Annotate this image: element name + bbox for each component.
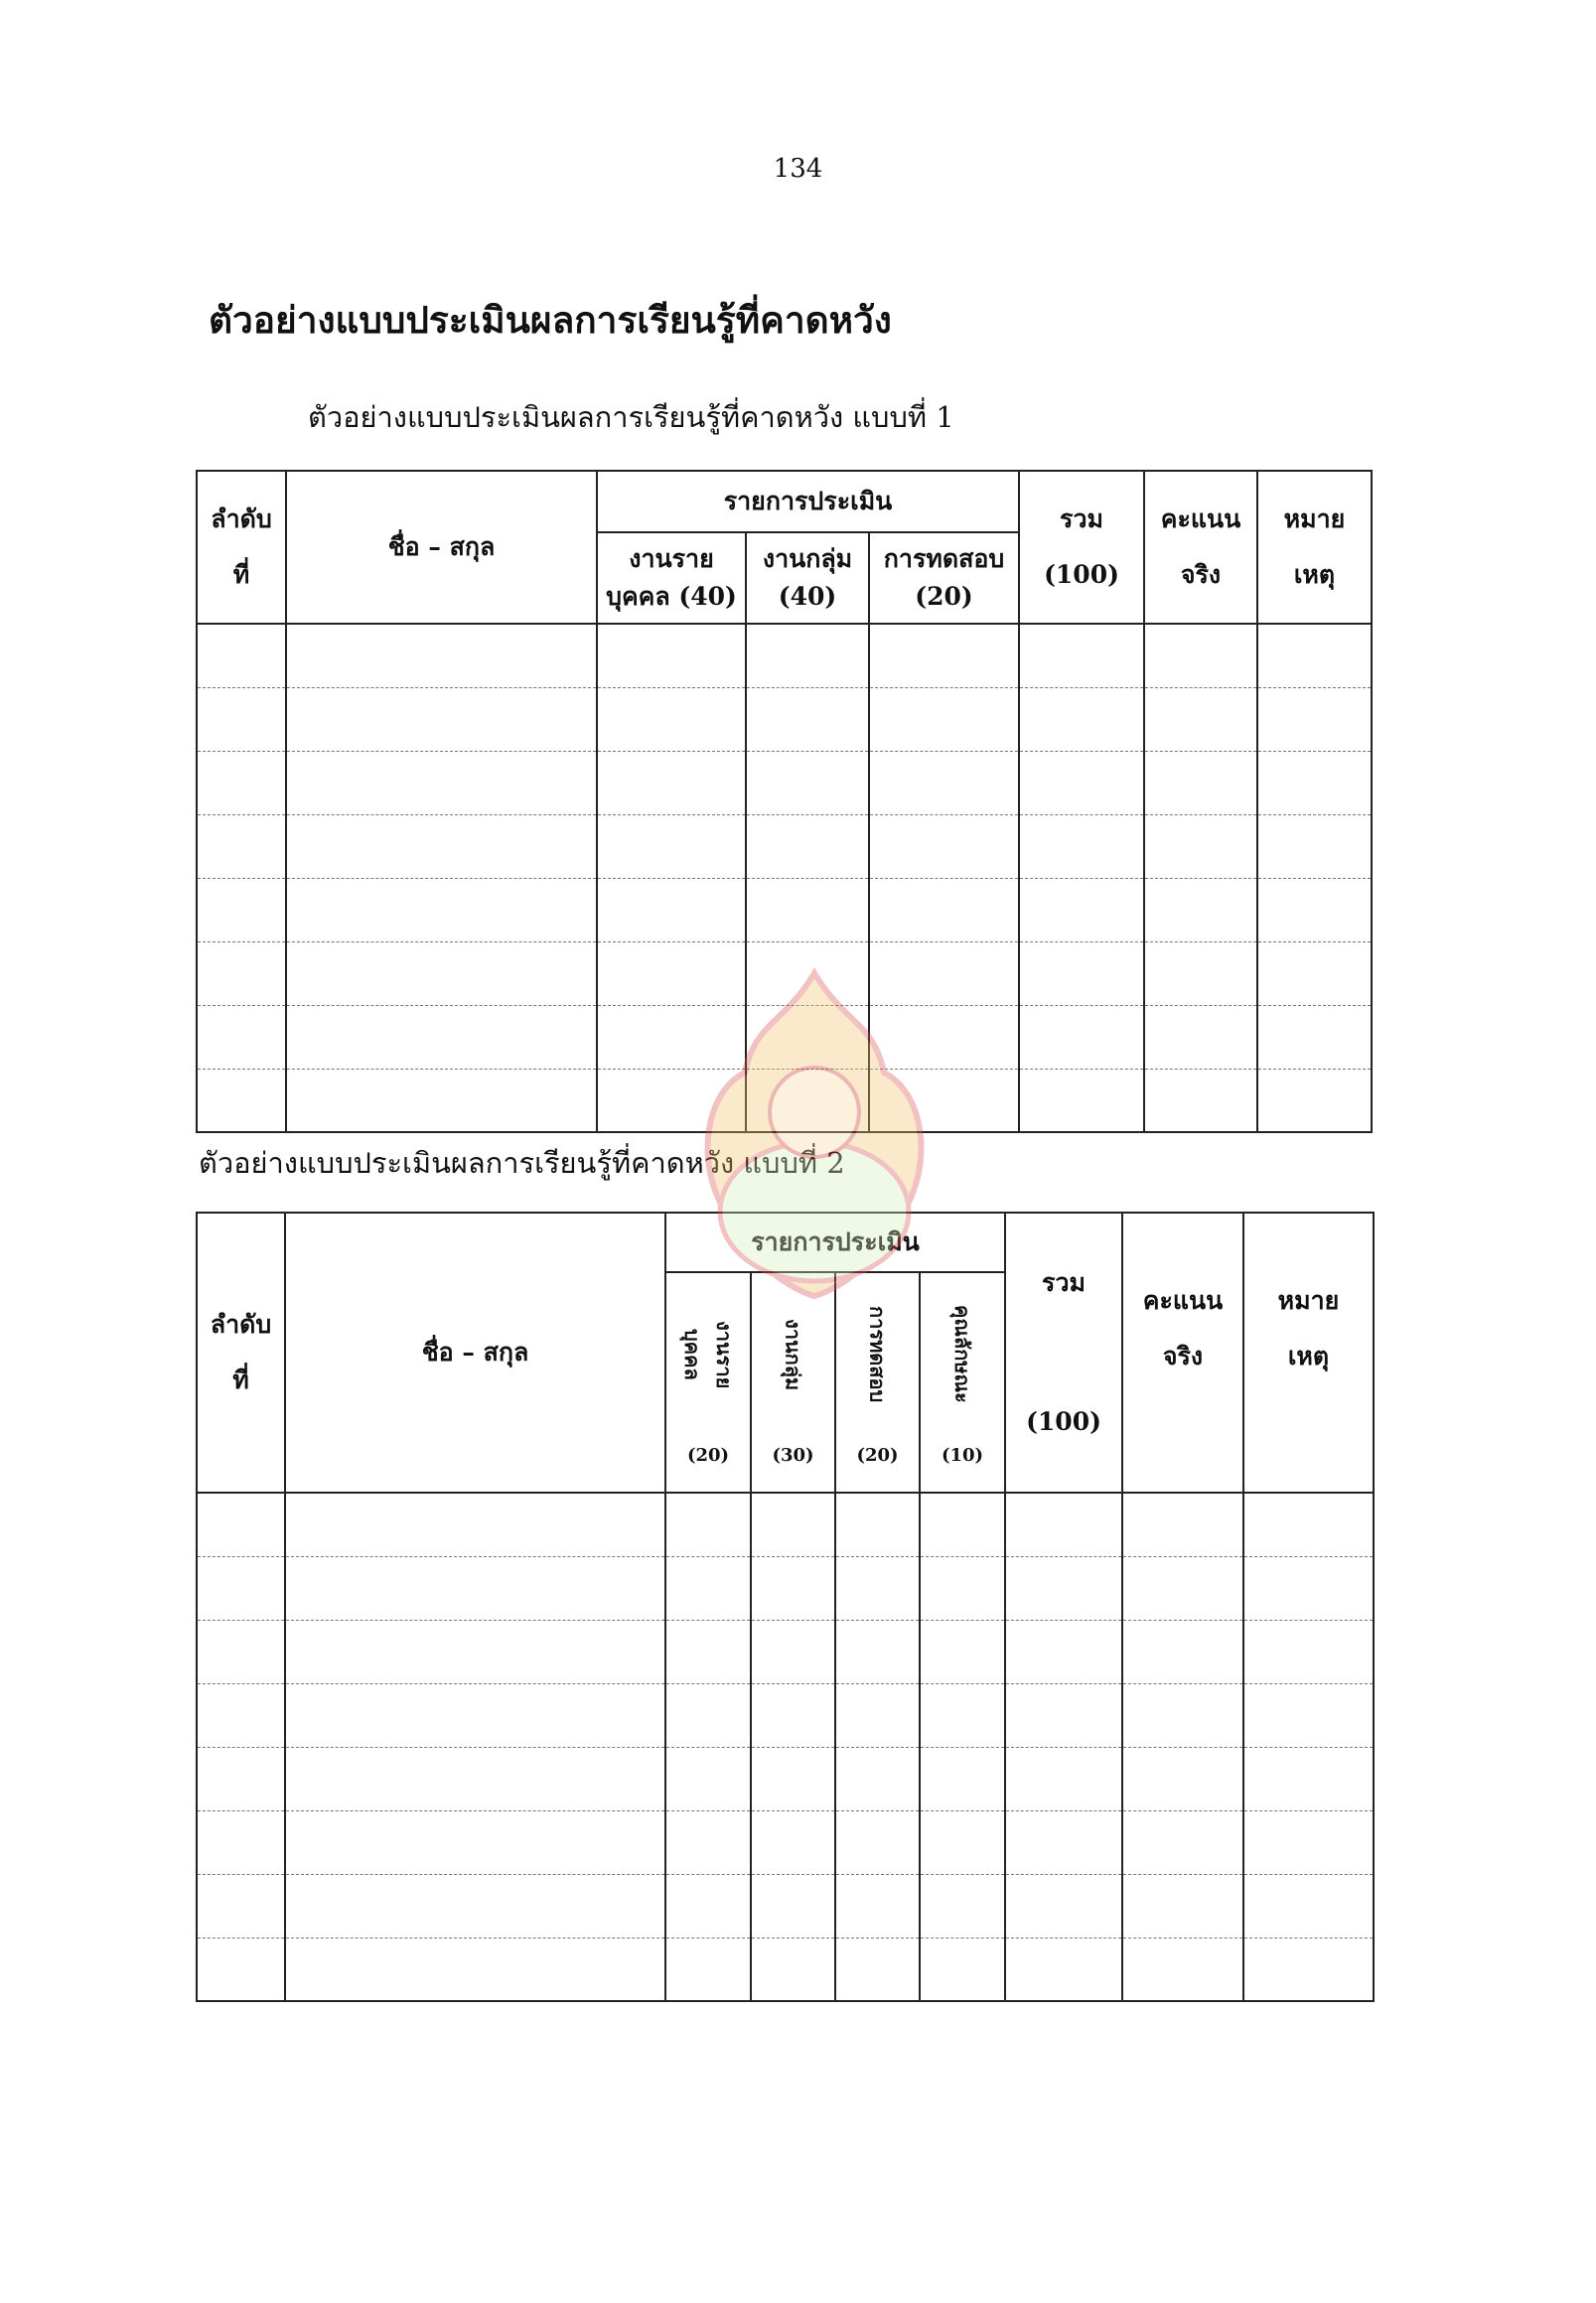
table-cell xyxy=(1257,751,1372,814)
form1-test-header: การทดสอบ (20) xyxy=(869,532,1019,624)
form1-group-header: งานกลุ่ม (40) xyxy=(746,532,869,624)
table-cell xyxy=(197,1747,285,1810)
table-cell xyxy=(1122,1874,1243,1938)
table-row xyxy=(197,941,1372,1005)
table-cell xyxy=(1122,1620,1243,1683)
table-cell xyxy=(665,1556,751,1620)
table-cell xyxy=(1257,941,1372,1005)
table-cell xyxy=(1019,878,1144,941)
table-cell xyxy=(835,1747,920,1810)
table-cell xyxy=(1019,624,1144,687)
table-cell xyxy=(197,1556,285,1620)
table-cell xyxy=(746,751,869,814)
table-cell xyxy=(1257,687,1372,751)
table-cell xyxy=(751,1810,835,1874)
table-cell xyxy=(197,1493,285,1556)
form2-caption: ตัวอย่างแบบประเมินผลการเรียนรู้ที่คาดหวัง แบบที่ 2 xyxy=(199,1146,845,1180)
table-cell xyxy=(869,878,1019,941)
table-cell xyxy=(1144,751,1257,814)
table-cell xyxy=(1122,1810,1243,1874)
table-cell xyxy=(1144,624,1257,687)
table-row xyxy=(197,1069,1372,1132)
form1-score-header: คะแนน จริง xyxy=(1144,471,1257,624)
table-cell xyxy=(286,1069,597,1132)
table-cell xyxy=(1243,1938,1374,2001)
table-cell xyxy=(285,1556,665,1620)
table-cell xyxy=(751,1874,835,1938)
table-cell xyxy=(1257,1069,1372,1132)
table-cell xyxy=(197,751,286,814)
table-cell xyxy=(197,1683,285,1747)
form2-blank-rows xyxy=(197,1493,1374,2001)
table-cell xyxy=(835,1810,920,1874)
table-cell xyxy=(835,1620,920,1683)
table-cell xyxy=(746,878,869,941)
table-cell xyxy=(1257,624,1372,687)
table-cell xyxy=(1122,1938,1243,2001)
table-cell xyxy=(1144,687,1257,751)
table-row xyxy=(197,878,1372,941)
table-cell xyxy=(869,624,1019,687)
table-cell xyxy=(920,1874,1005,1938)
form2-test-header: การทดสอบ (20) xyxy=(835,1272,920,1493)
table-cell xyxy=(197,1874,285,1938)
table-cell xyxy=(197,941,286,1005)
table-cell xyxy=(1019,814,1144,878)
form1-individual-header: งานราย บุคคล (40) xyxy=(597,532,746,624)
table-row xyxy=(197,687,1372,751)
table-cell xyxy=(835,1493,920,1556)
table-cell xyxy=(1122,1556,1243,1620)
form2-name-header: ชื่อ – สกุล xyxy=(285,1213,665,1493)
table-cell xyxy=(665,1683,751,1747)
table-cell xyxy=(197,687,286,751)
table-cell xyxy=(1005,1620,1122,1683)
form1-caption: ตัวอย่างแบบประเมินผลการเรียนรู้ที่คาดหวัง แบบที่ 1 xyxy=(308,400,954,434)
form1-blank-rows xyxy=(197,624,1372,1132)
table-cell xyxy=(1243,1683,1374,1747)
table-row xyxy=(197,814,1372,878)
table-cell xyxy=(197,1005,286,1069)
table-cell xyxy=(1005,1683,1122,1747)
assessment-form-1 xyxy=(196,470,1373,1133)
table-row xyxy=(197,1620,1374,1683)
table-cell xyxy=(285,1874,665,1938)
table-cell xyxy=(869,687,1019,751)
table-cell xyxy=(1005,1938,1122,2001)
form2-character-header: คุณลักษณะ (10) xyxy=(920,1272,1005,1493)
table-cell xyxy=(665,1810,751,1874)
table-cell xyxy=(1005,1874,1122,1938)
table-cell xyxy=(597,941,746,1005)
table-cell xyxy=(920,1556,1005,1620)
table-row xyxy=(197,751,1372,814)
table-cell xyxy=(751,1556,835,1620)
table-cell xyxy=(597,814,746,878)
table-cell xyxy=(1257,1005,1372,1069)
table-cell xyxy=(1005,1556,1122,1620)
table-cell xyxy=(1005,1493,1122,1556)
table-cell xyxy=(751,1747,835,1810)
page-heading: ตัวอย่างแบบประเมินผลการเรียนรู้ที่คาดหวัง xyxy=(209,298,892,342)
table-cell xyxy=(1144,1069,1257,1132)
form1-assessment-header: รายการประเมิน xyxy=(597,471,1019,532)
form1-order-header: ลำดับ ที่ xyxy=(197,471,286,624)
table-cell xyxy=(1243,1874,1374,1938)
table-cell xyxy=(920,1938,1005,2001)
form1-name-header: ชื่อ – สกุล xyxy=(286,471,597,624)
table-cell xyxy=(286,878,597,941)
table-cell xyxy=(1019,751,1144,814)
form2-note-header: หมาย เหตุ xyxy=(1243,1213,1374,1493)
table-cell xyxy=(751,1683,835,1747)
table-cell xyxy=(597,878,746,941)
table-cell xyxy=(197,624,286,687)
table-cell xyxy=(835,1683,920,1747)
table-cell xyxy=(746,1005,869,1069)
table-row xyxy=(197,1683,1374,1747)
table-cell xyxy=(286,1005,597,1069)
table-cell xyxy=(1122,1747,1243,1810)
form2-group-header: งานกลุ่ม (30) xyxy=(751,1272,835,1493)
table-cell xyxy=(746,941,869,1005)
table-cell xyxy=(197,814,286,878)
table-cell xyxy=(1243,1556,1374,1620)
table-cell xyxy=(746,1069,869,1132)
table-cell xyxy=(1243,1620,1374,1683)
table-cell xyxy=(1144,1005,1257,1069)
table-cell xyxy=(920,1683,1005,1747)
table-cell xyxy=(1257,878,1372,941)
table-row xyxy=(197,1005,1372,1069)
table-cell xyxy=(746,814,869,878)
form2-individual-header: งานรายบุคคล (20) xyxy=(665,1272,751,1493)
table-cell xyxy=(751,1493,835,1556)
table-row xyxy=(197,1874,1374,1938)
table-cell xyxy=(869,751,1019,814)
table-cell xyxy=(751,1938,835,2001)
table-cell xyxy=(1144,814,1257,878)
table-cell xyxy=(869,1069,1019,1132)
table-cell xyxy=(197,1620,285,1683)
table-cell xyxy=(920,1620,1005,1683)
table-cell xyxy=(285,1683,665,1747)
form2-order-header: ลำดับ ที่ xyxy=(197,1213,285,1493)
table-cell xyxy=(1243,1747,1374,1810)
table-cell xyxy=(869,941,1019,1005)
table-cell xyxy=(597,1005,746,1069)
table-cell xyxy=(285,1620,665,1683)
table-cell xyxy=(665,1620,751,1683)
table-row xyxy=(197,1810,1374,1874)
table-cell xyxy=(597,1069,746,1132)
table-cell xyxy=(665,1938,751,2001)
table-cell xyxy=(285,1810,665,1874)
table-cell xyxy=(746,624,869,687)
table-cell xyxy=(597,751,746,814)
table-cell xyxy=(1144,941,1257,1005)
form2-assessment-header: รายการประเมิน xyxy=(665,1213,1005,1272)
table-cell xyxy=(920,1810,1005,1874)
table-row xyxy=(197,1938,1374,2001)
form1-total-header: รวม (100) xyxy=(1019,471,1144,624)
form2-total-header: รวม (100) xyxy=(1005,1213,1122,1493)
table-cell xyxy=(197,1938,285,2001)
table-cell xyxy=(197,1069,286,1132)
table-cell xyxy=(286,624,597,687)
table-row xyxy=(197,1493,1374,1556)
table-cell xyxy=(920,1747,1005,1810)
table-cell xyxy=(835,1874,920,1938)
table-cell xyxy=(746,687,869,751)
table-cell xyxy=(1243,1493,1374,1556)
table-cell xyxy=(1122,1493,1243,1556)
table-cell xyxy=(285,1938,665,2001)
table-cell xyxy=(1122,1683,1243,1747)
form1-note-header: หมาย เหตุ xyxy=(1257,471,1372,624)
table-cell xyxy=(1019,1005,1144,1069)
table-cell xyxy=(920,1493,1005,1556)
table-cell xyxy=(1144,878,1257,941)
table-cell xyxy=(197,878,286,941)
table-cell xyxy=(197,1810,285,1874)
table-cell xyxy=(597,687,746,751)
table-cell xyxy=(285,1493,665,1556)
table-cell xyxy=(1257,814,1372,878)
table-row xyxy=(197,1747,1374,1810)
table-cell xyxy=(286,941,597,1005)
table-cell xyxy=(869,814,1019,878)
table-row xyxy=(197,624,1372,687)
table-cell xyxy=(835,1556,920,1620)
assessment-form-2 xyxy=(196,1212,1375,2002)
table-cell xyxy=(835,1938,920,2001)
table-cell xyxy=(665,1747,751,1810)
table-cell xyxy=(665,1874,751,1938)
table-cell xyxy=(1019,1069,1144,1132)
table-cell xyxy=(286,814,597,878)
table-cell xyxy=(751,1620,835,1683)
page-number: 134 xyxy=(773,154,823,184)
table-cell xyxy=(1019,687,1144,751)
table-cell xyxy=(597,624,746,687)
table-cell xyxy=(286,687,597,751)
table-cell xyxy=(1243,1810,1374,1874)
table-cell xyxy=(869,1005,1019,1069)
table-cell xyxy=(1019,941,1144,1005)
table-cell xyxy=(286,751,597,814)
table-cell xyxy=(285,1747,665,1810)
table-cell xyxy=(1005,1747,1122,1810)
form2-score-header: คะแนน จริง xyxy=(1122,1213,1243,1493)
table-cell xyxy=(1005,1810,1122,1874)
table-cell xyxy=(665,1493,751,1556)
table-row xyxy=(197,1556,1374,1620)
